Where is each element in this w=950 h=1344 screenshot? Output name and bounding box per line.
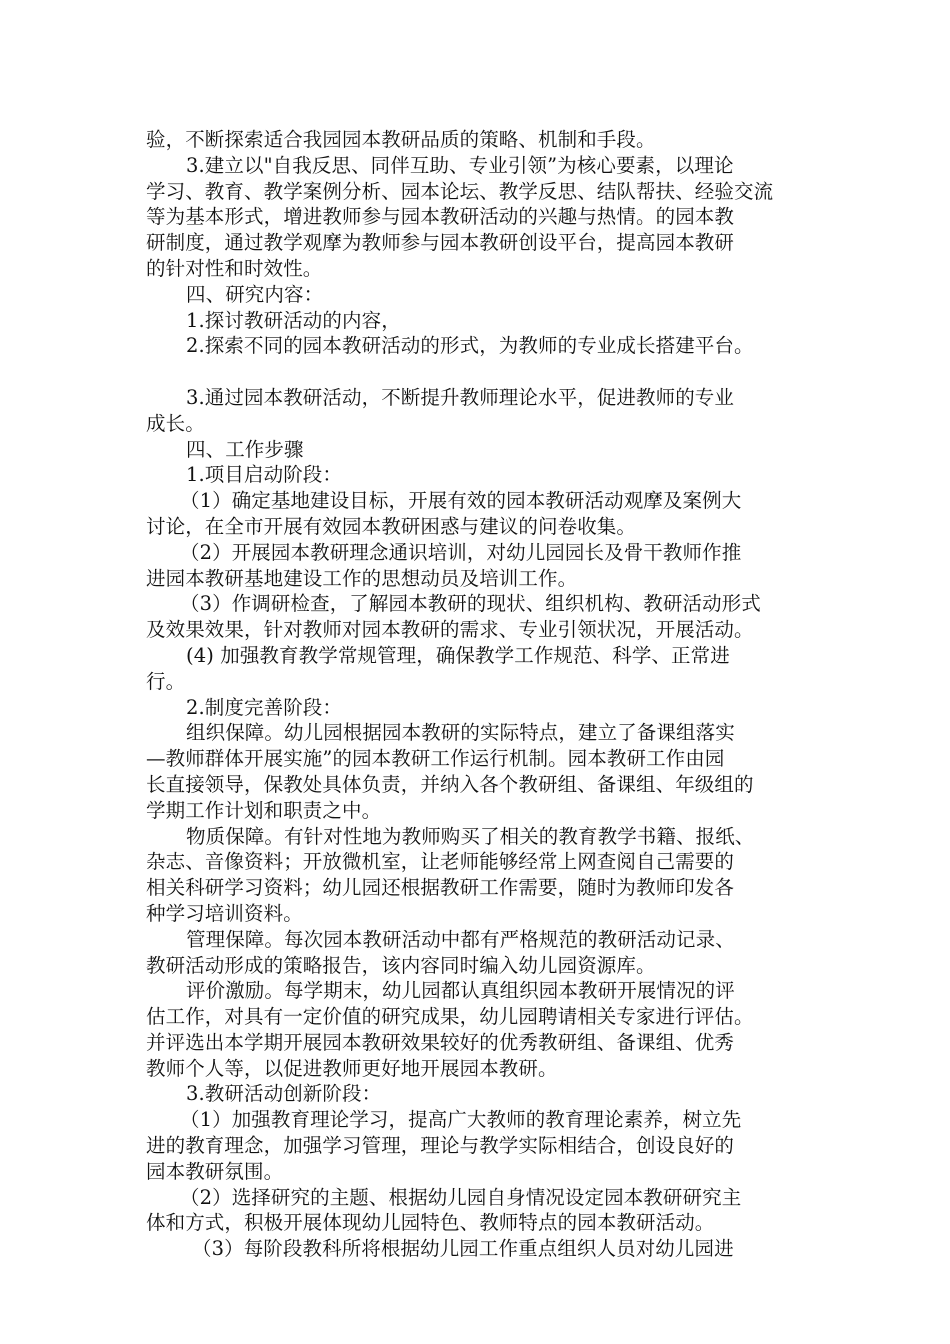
section-heading: 四、研究内容： xyxy=(186,282,324,306)
text-line: 并评选出本学期开展园本教研效果较好的优秀教研组、备课组、优秀 xyxy=(146,1030,735,1054)
text-line: 物质保障。有针对性地为教师购买了相关的教育教学书籍、报纸、 xyxy=(186,824,755,848)
text-line: 讨论，在全市开展有效园本教研困惑与建议的问卷收集。 xyxy=(146,514,637,538)
text-line: 教研活动形成的策略报告，该内容同时编入幼儿园资源库。 xyxy=(146,953,656,977)
text-line: 的针对性和时效性。 xyxy=(146,256,323,280)
text-line: 2.探索不同的园本教研活动的形式，为教师的专业成长搭建平台。 xyxy=(186,334,754,358)
text-line: （1）确定基地建设目标，开展有效的园本教研活动观摩及案例大 xyxy=(180,489,742,513)
text-line: 进的教育理念，加强学习管理，理论与教学实际相结合，创设良好的 xyxy=(146,1134,735,1158)
text-line: 成长。 xyxy=(146,411,205,435)
text-line: 组织保障。幼儿园根据园本教研的实际特点，建立了备课组落实 xyxy=(186,721,735,745)
text-line: 研制度，通过教学观摩为教师参与园本教研创设平台，提高园本教研 xyxy=(146,231,735,255)
text-line: 园本教研氛围。 xyxy=(146,1159,284,1183)
text-line: 3.建立以"自我反思、同伴互助、专业引领”为核心要素，以理论 xyxy=(186,153,734,177)
subsection-heading: 1.项目启动阶段： xyxy=(186,463,343,487)
section-heading: 四、工作步骤 xyxy=(186,437,304,461)
text-line: 杂志、音像资料；开放微机室，让老师能够经常上网查阅自己需要的 xyxy=(146,850,735,874)
text-line: 及效果效果，针对教师对园本教研的需求、专业引领状况，开展活动。 xyxy=(146,618,754,642)
text-line: (4) 加强教育教学常规管理，确保教学工作规范、科学、正常进 xyxy=(186,643,730,667)
text-line: 评价激励。每学期末，幼儿园都认真组织园本教研开展情况的评 xyxy=(186,979,735,1003)
text-line: 学习、教育、教学案例分析、园本论坛、教学反思、结队帮扶、经验交流 xyxy=(146,179,774,203)
subsection-heading: 3.教研活动创新阶段： xyxy=(186,1082,382,1106)
text-line: （2）开展园本教研理念通识培训，对幼儿园园长及骨干教师作推 xyxy=(180,540,742,564)
text-line: 估工作，对具有一定价值的研究成果，幼儿园聘请相关专家进行评估。 xyxy=(146,1005,754,1029)
text-line: （3）每阶段教科所将根据幼儿园工作重点组织人员对幼儿园进 xyxy=(192,1237,734,1261)
text-line: 体和方式，积极开展体现幼儿园特色、教师特点的园本教研活动。 xyxy=(146,1211,715,1235)
text-line: （2）选择研究的主题、根据幼儿园自身情况设定园本教研研究主 xyxy=(180,1185,742,1209)
text-line: （3）作调研检查，了解园本教研的现状、组织机构、教研活动形式 xyxy=(180,592,761,616)
text-line: 长直接领导，保教处具体负责，并纳入各个教研组、备课组、年级组的 xyxy=(146,772,754,796)
subsection-heading: 2.制度完善阶段： xyxy=(186,695,343,719)
text-line: —教师群体开展实施”的园本教研工作运行机制。园本教研工作由园 xyxy=(146,747,725,771)
text-line: （1）加强教育理论学习，提高广大教师的教育理论素养，树立先 xyxy=(180,1108,742,1132)
text-line: 种学习培训资料。 xyxy=(146,901,303,925)
text-line: 教师个人等，以促进教师更好地开展园本教研。 xyxy=(146,1056,558,1080)
text-line: 3.通过园本教研活动，不断提升教师理论水平，促进教师的专业 xyxy=(186,385,735,409)
text-line: 学期工作计划和职责之中。 xyxy=(146,798,382,822)
text-line: 验，不断探索适合我园园本教研品质的策略、机制和手段。 xyxy=(146,128,656,151)
text-line: 等为基本形式，增进教师参与园本教研活动的兴趣与热情。的园本教 xyxy=(146,205,735,229)
text-line: 行。 xyxy=(146,669,186,693)
text-line: 管理保障。每次园本教研活动中都有严格规范的教研活动记录、 xyxy=(186,927,735,951)
blank-line xyxy=(146,359,826,385)
text-line: 相关科研学习资料；幼儿园还根据教研工作需要，随时为教师印发各 xyxy=(146,876,735,900)
text-line: 1.探讨教研活动的内容， xyxy=(186,308,401,332)
text-line: 进园本教研基地建设工作的思想动员及培训工作。 xyxy=(146,566,578,590)
document-body xyxy=(146,127,826,1262)
